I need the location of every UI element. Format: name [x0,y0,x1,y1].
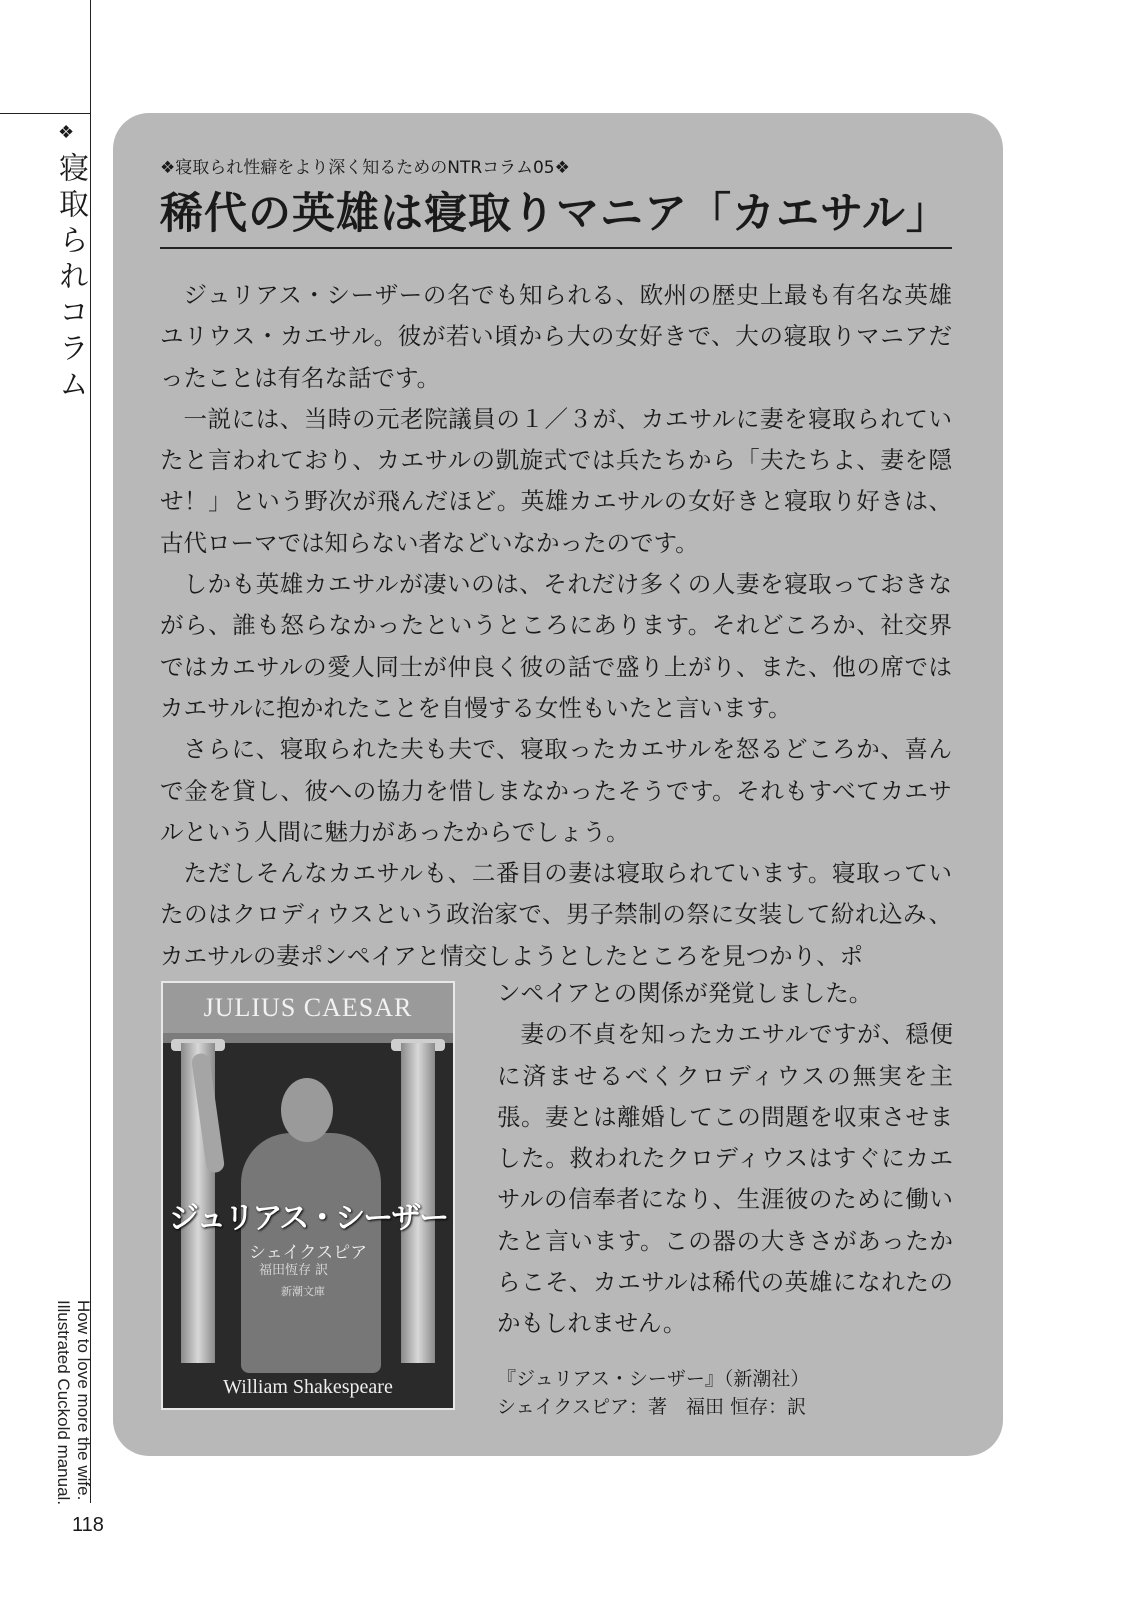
sidebar-mark-icon: ❖ [58,122,75,143]
article-body-wrapped [497,973,953,1345]
cover-translator: 福田恆存 訳 [259,1263,329,1278]
margin-rule-top [90,0,91,113]
sidebar-english-line-2: Illustrated Cuckold manual. [54,1300,73,1506]
paragraph: ただしそんなカエサルも、二番目の妻は寝取られています。寝取っていたのはクロディウスという政治家で、男子禁制の祭に女装して紛れ込み、カエサルの妻ポンペイアと情交しようとしたところを見つかり、ポ [160,859,952,970]
book-caption [497,1365,809,1421]
paragraph: 一説には、当時の元老院議員の１／３が、カエサルに妻を寝取られていたと言われており、カエサルの凱旋式では兵たちから「夫たちよ、妻を隠せ！」という野次が飛んだほど。英雄カエサルの女好きと寝取り好きは、古代ローマでは知らない者などいなかったのです。 [160,404,952,557]
caption-credits: シェイクスピア：著 福田 恒存：訳 [497,1396,807,1418]
paragraph: しかも英雄カエサルが凄いのは、それだけ多くの人妻を寝取っておきながら、誰も怒らなかったというところにあります。それどころか、社交界ではカエサルの愛人同士が仲良く彼の話で盛り上がり、また、他の席ではカエサルに抱かれたことを自慢する女性もいたと言います。 [160,570,952,722]
paragraph: 妻の不貞を知ったカエサルですが、穏便に済ませるべくクロディウスの無実を主張。妻とは離婚してこの問題を収束させました。救われたクロディウスはすぐにカエサルの信奉者になり、生涯彼のために働いたと言います。この器の大きさがあったからこそ、カエサルは稀代の英雄になれたのかもしれません。 [497,1020,953,1338]
paragraph: さらに、寝取られた夫も夫で、寝取ったカエサルを怒るどころか、喜んで金を貸し、彼への協力を惜しまなかったそうです。それもすべてカエサルという人間に魅力があったからでしょう。 [160,735,952,846]
paragraph-continuation: ンペイアとの関係が発覚しました。 [497,979,873,1007]
headline-rule [160,247,952,249]
book-cover-image [161,981,455,1410]
sidebar-english-caption [53,1300,93,1505]
margin-rule-horizontal [0,113,91,114]
caption-title: 『ジュリアス・シーザー』（新潮社） [497,1368,810,1390]
cover-title-en: JULIUS CAESAR [203,993,413,1022]
cover-title-jp: ジュリアス・シーザー [169,1201,448,1236]
paragraph: ジュリアス・シーザーの名でも知られる、欧州の歴史上最も有名な英雄ユリウス・カエサル。彼が若い頃から大の女好きで、大の寝取りマニアだったことは有名な話です。 [160,281,952,392]
headline: 稀代の英雄は寝取りマニア「カエサル」 [160,189,950,239]
cover-publisher: 新潮文庫 [281,1285,325,1298]
cover-author-jp: シェイクスピア [249,1243,368,1263]
sidebar-english-line-1: How to love more the wife. [74,1300,93,1501]
article-body [160,275,952,977]
page-number: 118 [72,1514,104,1536]
column-kicker: ❖寝取られ性癖をより深く知るためのNTRコラム05❖ [160,158,570,178]
cover-author-en: William Shakespeare [223,1376,393,1398]
figure-head [281,1078,333,1142]
sidebar-title: 寝取られコラム [53,152,88,404]
